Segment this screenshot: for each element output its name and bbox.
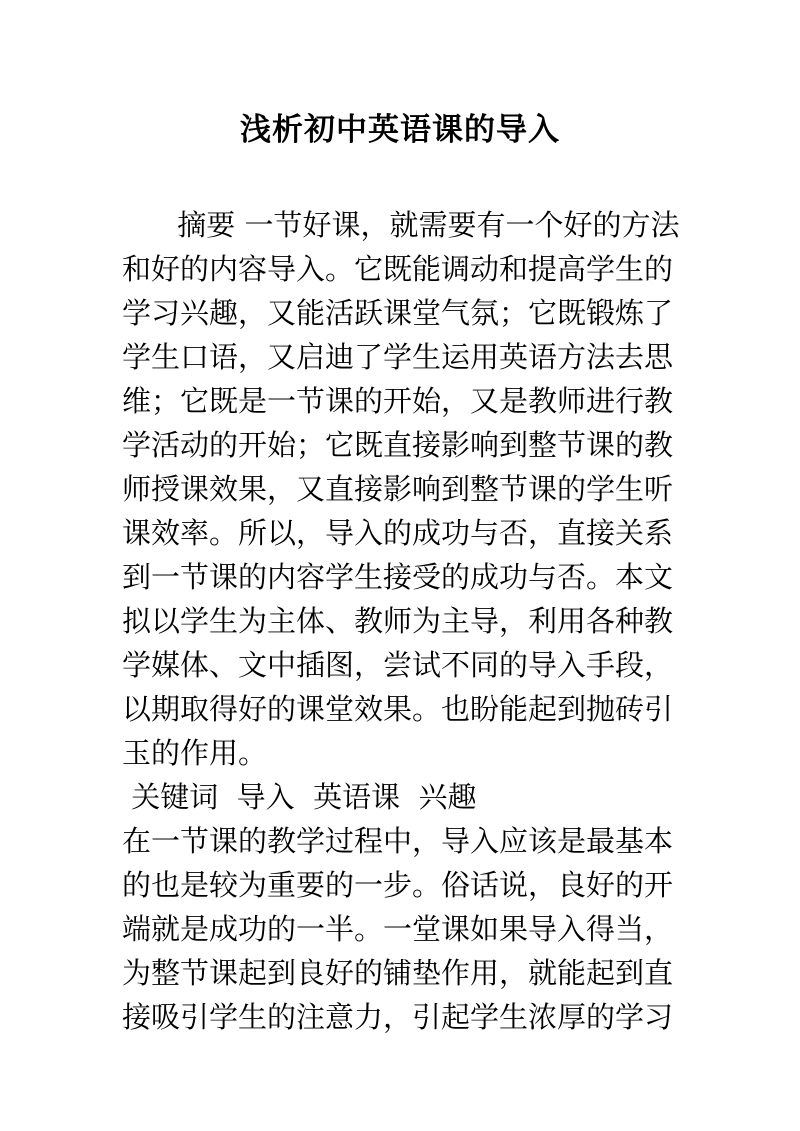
abstract-line-13: 玉的作用。 <box>122 736 268 770</box>
abstract-line-5: 维；它既是一节课的开始，又是教师进行教 <box>122 384 674 418</box>
abstract-line-12: 以期取得好的课堂效果。也盼能起到抛砖引 <box>122 692 674 726</box>
abstract-line-9: 到一节课的内容学生接受的成功与否。本文 <box>122 560 674 594</box>
body-line-2: 的也是较为重要的一步。俗话说，良好的开 <box>122 868 674 902</box>
body-line-3: 端就是成功的一半。一堂课如果导入得当， <box>122 912 674 946</box>
body-line-4: 为整节课起到良好的铺垫作用，就能起到直 <box>122 956 674 990</box>
body-line-1: 在一节课的教学过程中，导入应该是最基本 <box>122 824 674 858</box>
abstract-line-4: 学生口语，又启迪了学生运用英语方法去思 <box>122 340 674 374</box>
abstract-line-1: 摘要 一节好课，就需要有一个好的方法 <box>122 208 680 242</box>
abstract-line-11: 学媒体、文中插图，尝试不同的导入手段， <box>122 648 674 682</box>
document-title: 浅析初中英语课的导入 <box>240 112 560 148</box>
abstract-line-3: 学习兴趣，又能活跃课堂气氛；它既锻炼了 <box>122 296 674 330</box>
keywords-line: 关键词 导入 英语课 兴趣 <box>122 780 477 814</box>
abstract-line-10: 拟以学生为主体、教师为主导，利用各种教 <box>122 604 674 638</box>
abstract-line-7: 师授课效果，又直接影响到整节课的学生听 <box>122 472 674 506</box>
abstract-line-2: 和好的内容导入。它既能调动和提高学生的 <box>122 252 674 286</box>
abstract-line-8: 课效率。所以，导入的成功与否，直接关系 <box>122 516 674 550</box>
abstract-line-6: 学活动的开始；它既直接影响到整节课的教 <box>122 428 674 462</box>
body-line-5: 接吸引学生的注意力，引起学生浓厚的学习 <box>122 1000 674 1034</box>
